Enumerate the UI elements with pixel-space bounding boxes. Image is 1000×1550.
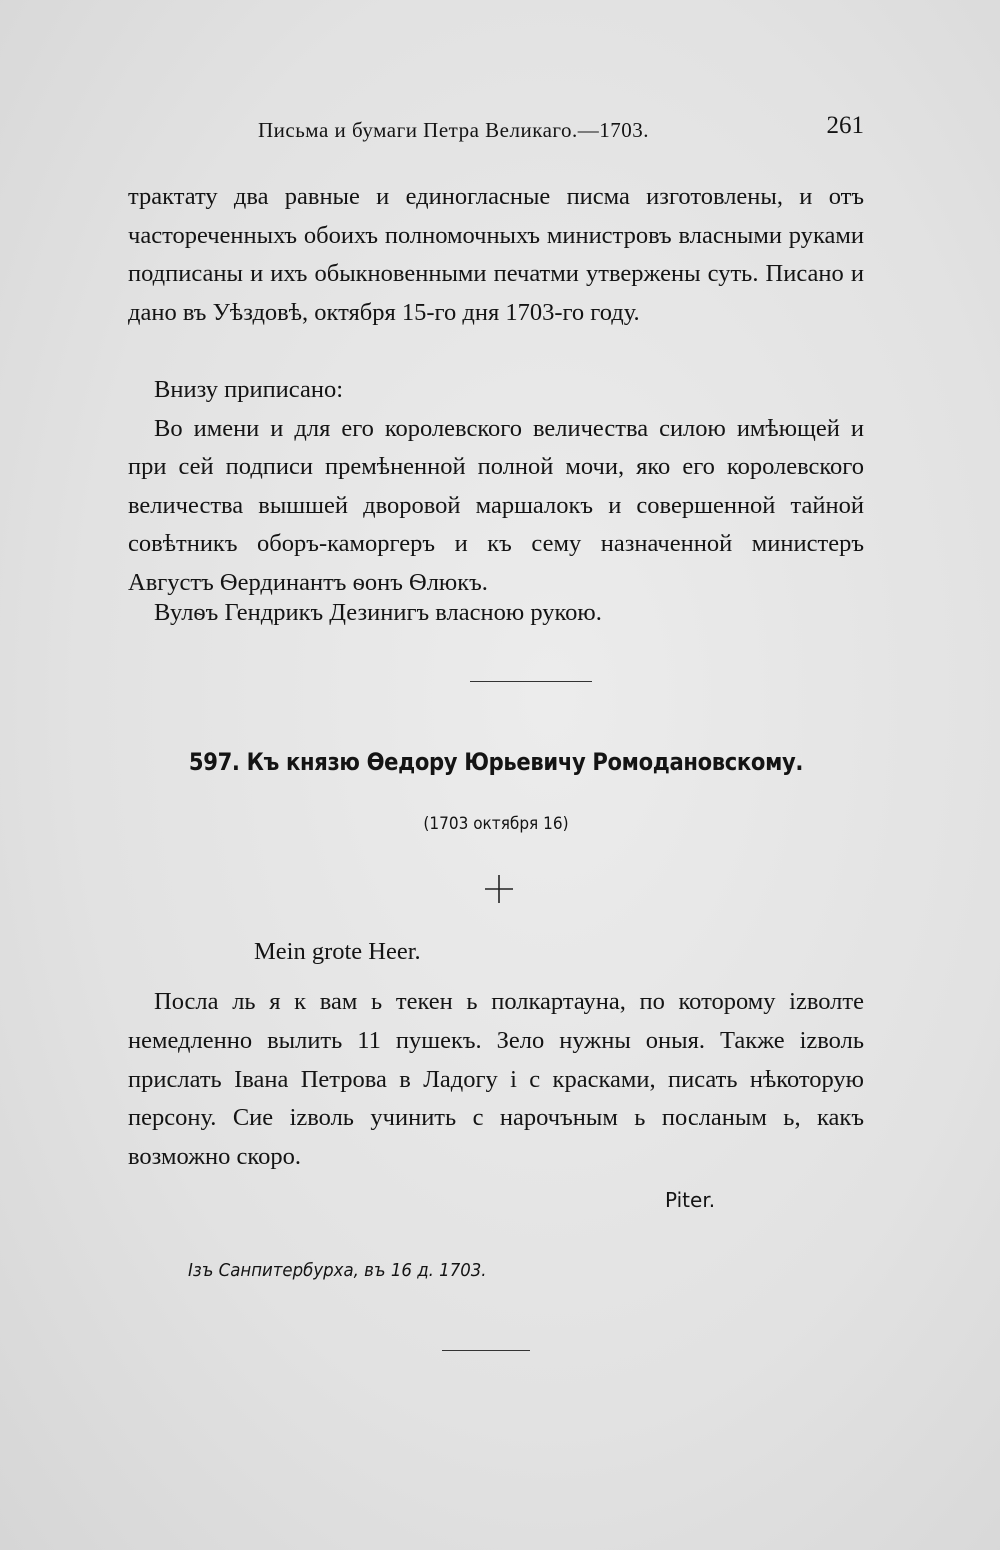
signatory-block	[128, 594, 864, 633]
end-divider	[442, 1350, 530, 1351]
letter-heading: 597. Къ князю Ѳедору Юрьевичу Ромодановскому.	[188, 748, 804, 776]
page-number: 261	[826, 112, 864, 139]
page-header	[258, 112, 864, 148]
running-head: Письма и бумаги Петра Великаго.—1703.	[258, 118, 650, 142]
postscript-text: Во имени и для его королевского величества силою имѣющей и при сей подписи премѣненной полной мочи, яко его королевского величества вышшей дворовой маршалокъ и совершенной тайной совѣтникъ оборъ-каморгеръ и къ сему назначенной министеръ Августъ Ѳердинантъ ѳонъ Ѳлюкъ.	[128, 414, 864, 596]
cross-icon	[482, 872, 516, 906]
postscript-lead: Внизу приписано:	[154, 376, 344, 403]
letter-body-text: Посла ль я к вам ь текен ь полкартауна, по которому іzволте немедленно вылить 11 пушекъ. Зело нужны оныя. Также іzволь прислать Івана Петрова в Ладогу і с красками, писать нѣкоторую персону. Сие іzволь учинить с нарочъным ь посланым ь, какъ возможно скоро.	[128, 988, 864, 1171]
letter-body	[128, 983, 864, 1177]
letter-signature: Piter.	[665, 1188, 716, 1212]
letter-salutation: Mein grote Heer.	[254, 938, 421, 965]
treaty-closing-text: трактату два равные и единогласные писма изготовлены, и отъ частореченныхъ обоихъ полномочныхъ министровъ власными руками подписаны и ихъ обыкновенными печатми утвержены суть. Писано и дано въ Уѣздовѣ, октября 15-го дня 1703-го году.	[128, 183, 864, 326]
postscript-block	[128, 371, 864, 603]
treaty-closing-paragraph	[128, 178, 864, 332]
letter-date: (1703 октября 16)	[423, 814, 569, 834]
signatory-text: Вулѳъ Гендрикъ Дезинигъ власною рукою.	[154, 599, 602, 626]
section-divider	[470, 681, 592, 682]
letter-place-date: Ізъ Санпитербурха, въ 16 д. 1703.	[188, 1260, 487, 1281]
